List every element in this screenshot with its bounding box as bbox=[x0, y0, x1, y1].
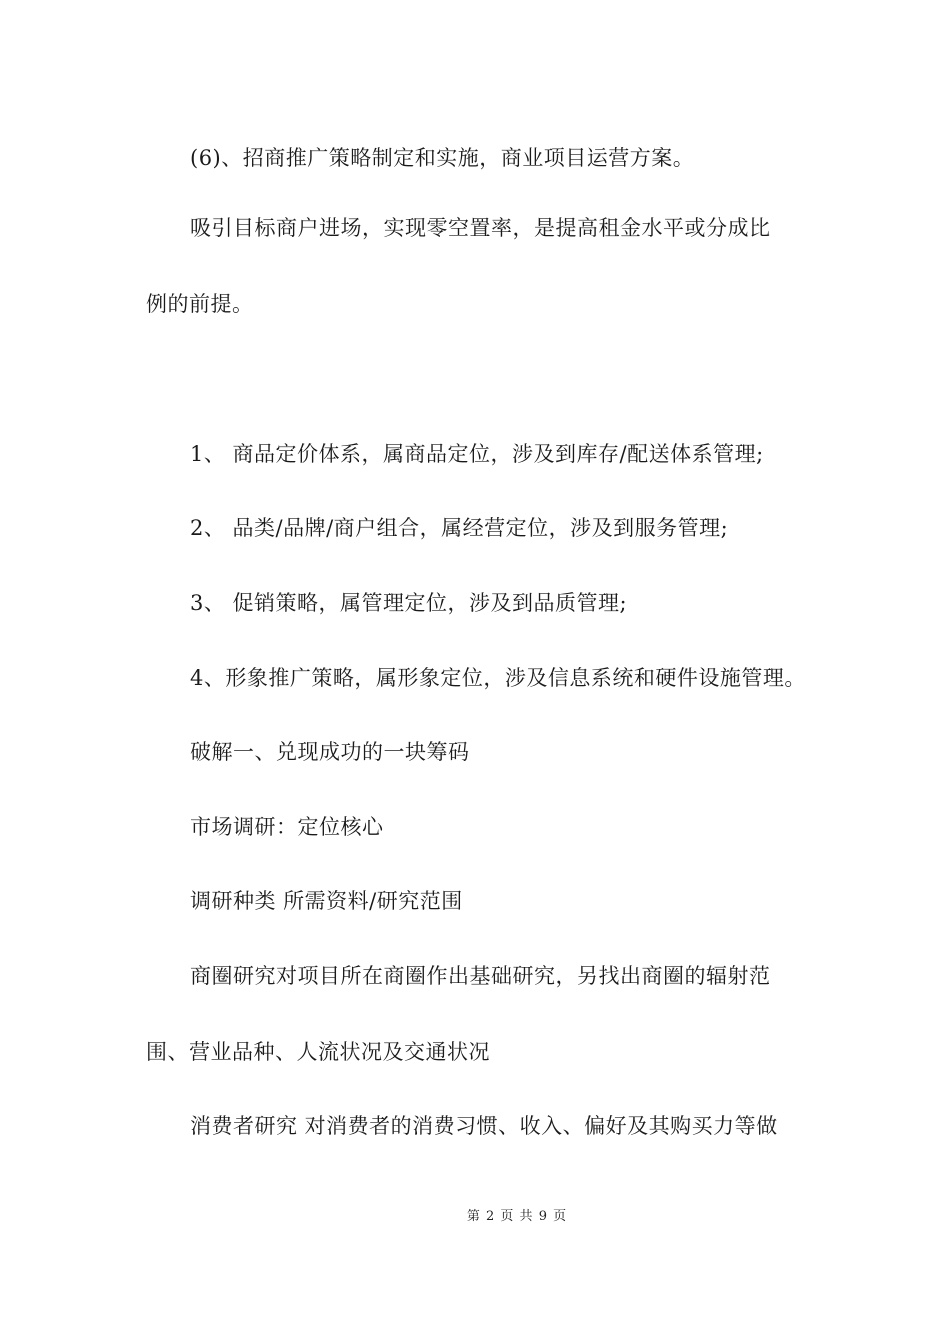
research-row-2: 消费者研究 对消费者的消费习惯、收入、偏好及其购买力等做 bbox=[190, 1114, 778, 1138]
paragraph-2: 吸引目标商户进场，实现零空置率，是提高租金水平或分成比 bbox=[190, 216, 771, 240]
page-number: 第 2 页 共 9 页 bbox=[466, 1209, 568, 1224]
paragraph-2-continued: 例的前提。 bbox=[146, 292, 254, 316]
list-item-1: 1、 商品定价体系，属商品定位，涉及到库存/配送体系管理; bbox=[190, 442, 764, 466]
list-item-4: 4、形象推广策略，属形象定位，涉及信息系统和硬件设施管理。 bbox=[190, 666, 806, 690]
list-item-3: 3、 促销策略，属管理定位，涉及到品质管理; bbox=[190, 591, 628, 615]
sub-heading: 市场调研：定位核心 bbox=[190, 815, 384, 839]
page-footer bbox=[0, 1208, 950, 1226]
research-row-1: 商圈研究对项目所在商圈作出基础研究，另找出商圈的辐射范 bbox=[190, 964, 771, 988]
paragraph-1: (6)、招商推广策略制定和实施，商业项目运营方案。 bbox=[190, 146, 695, 170]
section-heading: 破解一、兑现成功的一块筹码 bbox=[190, 740, 470, 764]
research-row-1-continued: 围、营业品种、人流状况及交通状况 bbox=[146, 1040, 490, 1064]
table-header-row: 调研种类 所需资料/研究范围 bbox=[190, 889, 463, 913]
list-item-2: 2、 品类/品牌/商户组合，属经营定位，涉及到服务管理; bbox=[190, 516, 729, 540]
